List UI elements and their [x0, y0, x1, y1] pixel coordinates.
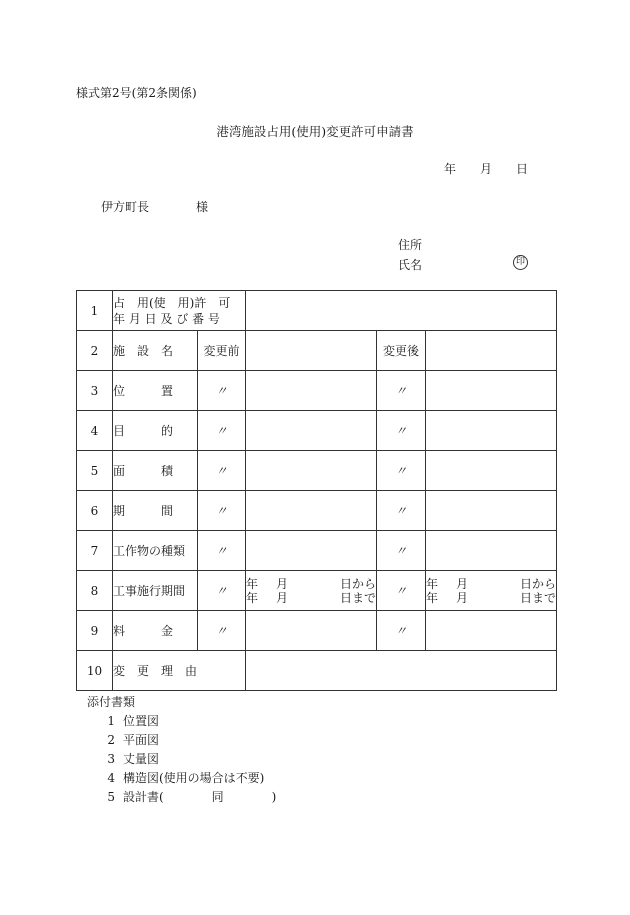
- row-label: 工事施行期間: [113, 571, 198, 611]
- addressee-honorific: 様: [196, 200, 209, 214]
- area-after-field[interactable]: [426, 451, 557, 491]
- list-item: [87, 731, 276, 750]
- ditto-mark: 〃: [198, 611, 246, 651]
- row-label: 位 置: [113, 371, 198, 411]
- row-label: 期 間: [113, 491, 198, 531]
- name-label: 氏名: [398, 258, 423, 272]
- row-label: 料 金: [113, 611, 198, 651]
- row-label: 目 的: [113, 411, 198, 451]
- permit-date-number-field[interactable]: [246, 291, 557, 331]
- date-day: 日: [516, 162, 529, 176]
- change-reason-field[interactable]: [246, 651, 557, 691]
- to-year: 年: [246, 590, 259, 605]
- row-number: 8: [77, 571, 113, 611]
- row-label: 工作物の種類: [113, 531, 198, 571]
- row-number: 9: [77, 611, 113, 651]
- attachment-number: 4: [107, 771, 115, 785]
- ditto-mark: 〃: [377, 371, 426, 411]
- table-row: [77, 571, 557, 611]
- before-change-label: 変更前: [198, 331, 246, 371]
- table-row: [77, 411, 557, 451]
- purpose-before-field[interactable]: [246, 411, 377, 451]
- to-day: 日まで: [520, 590, 557, 605]
- from-year: 年: [426, 576, 439, 591]
- row-number: 1: [77, 291, 113, 331]
- fee-before-field[interactable]: [246, 611, 377, 651]
- attachment-label: 位置図: [123, 714, 160, 728]
- area-before-field[interactable]: [246, 451, 377, 491]
- from-year: 年: [246, 576, 259, 591]
- row-number: 6: [77, 491, 113, 531]
- table-row: [77, 611, 557, 651]
- from-month: 月: [275, 576, 288, 591]
- row-number: 3: [77, 371, 113, 411]
- ditto-mark: 〃: [198, 411, 246, 451]
- date-year: 年: [444, 162, 457, 176]
- seal-mark-icon: 印: [513, 255, 528, 270]
- row-label: 施 設 名: [113, 331, 198, 371]
- attachments-heading: 添付書類: [87, 695, 136, 709]
- ditto-mark: 〃: [198, 371, 246, 411]
- attachment-number: 5: [107, 790, 115, 804]
- addressee: 伊方町長: [101, 200, 150, 214]
- row-label: 面 積: [113, 451, 198, 491]
- to-day: 日まで: [339, 590, 376, 605]
- facility-before-field[interactable]: [246, 331, 377, 371]
- to-month: 月: [275, 590, 288, 605]
- attachment-label: 構造図(使用の場合は不要): [123, 771, 265, 785]
- document-title: 港湾施設占用(使用)変更許可申請書: [216, 124, 414, 139]
- table-row: [77, 451, 557, 491]
- row-label-line2: 年 月 日 及 び 番 号: [113, 311, 220, 326]
- fee-after-field[interactable]: [426, 611, 557, 651]
- table-row: [77, 371, 557, 411]
- attachment-number: 3: [107, 752, 115, 766]
- row-number: 10: [77, 651, 113, 691]
- row-number: 4: [77, 411, 113, 451]
- table-row: [77, 331, 557, 371]
- attachment-label: 平面図: [123, 733, 160, 747]
- to-year: 年: [426, 590, 439, 605]
- from-day: 日から: [339, 576, 376, 591]
- period-after-field[interactable]: [426, 491, 557, 531]
- from-month: 月: [455, 576, 468, 591]
- attachments-list: [87, 693, 276, 807]
- application-table: [76, 290, 557, 691]
- to-month: 月: [455, 590, 468, 605]
- from-day: 日から: [520, 576, 557, 591]
- ditto-mark: 〃: [377, 491, 426, 531]
- table-row: [77, 651, 557, 691]
- attachment-label: 丈量図: [123, 752, 160, 766]
- ditto-mark: 〃: [198, 451, 246, 491]
- list-item: [87, 788, 276, 807]
- period-before-field[interactable]: [246, 491, 377, 531]
- structure-type-after-field[interactable]: [426, 531, 557, 571]
- ditto-mark: 〃: [377, 611, 426, 651]
- after-change-label: 変更後: [377, 331, 426, 371]
- row-label-line1: 占 用(使 用)許 可: [113, 295, 231, 310]
- purpose-after-field[interactable]: [426, 411, 557, 451]
- location-after-field[interactable]: [426, 371, 557, 411]
- location-before-field[interactable]: [246, 371, 377, 411]
- list-item: [87, 750, 276, 769]
- ditto-mark: 〃: [377, 451, 426, 491]
- attachment-label: 設計書( 同 ): [123, 790, 277, 804]
- table-row: [77, 291, 557, 331]
- ditto-mark: 〃: [377, 531, 426, 571]
- row-number: 5: [77, 451, 113, 491]
- date-month: 月: [480, 162, 493, 176]
- form-number: 様式第2号(第2条関係): [76, 86, 197, 100]
- ditto-mark: 〃: [198, 571, 246, 611]
- row-number: 2: [77, 331, 113, 371]
- attachment-number: 2: [107, 733, 115, 747]
- list-item: [87, 769, 276, 788]
- ditto-mark: 〃: [198, 531, 246, 571]
- list-item: [87, 712, 276, 731]
- row-label: 変 更 理 由: [113, 651, 246, 691]
- construction-period-after-field[interactable]: [426, 571, 557, 611]
- ditto-mark: 〃: [198, 491, 246, 531]
- address-label: 住所: [398, 238, 423, 252]
- ditto-mark: 〃: [377, 571, 426, 611]
- attachment-number: 1: [107, 714, 115, 728]
- table-row: [77, 531, 557, 571]
- facility-after-field[interactable]: [426, 331, 557, 371]
- row-number: 7: [77, 531, 113, 571]
- construction-period-before-field[interactable]: [246, 571, 377, 611]
- table-row: [77, 491, 557, 531]
- row-label: [113, 291, 246, 331]
- structure-type-before-field[interactable]: [246, 531, 377, 571]
- ditto-mark: 〃: [377, 411, 426, 451]
